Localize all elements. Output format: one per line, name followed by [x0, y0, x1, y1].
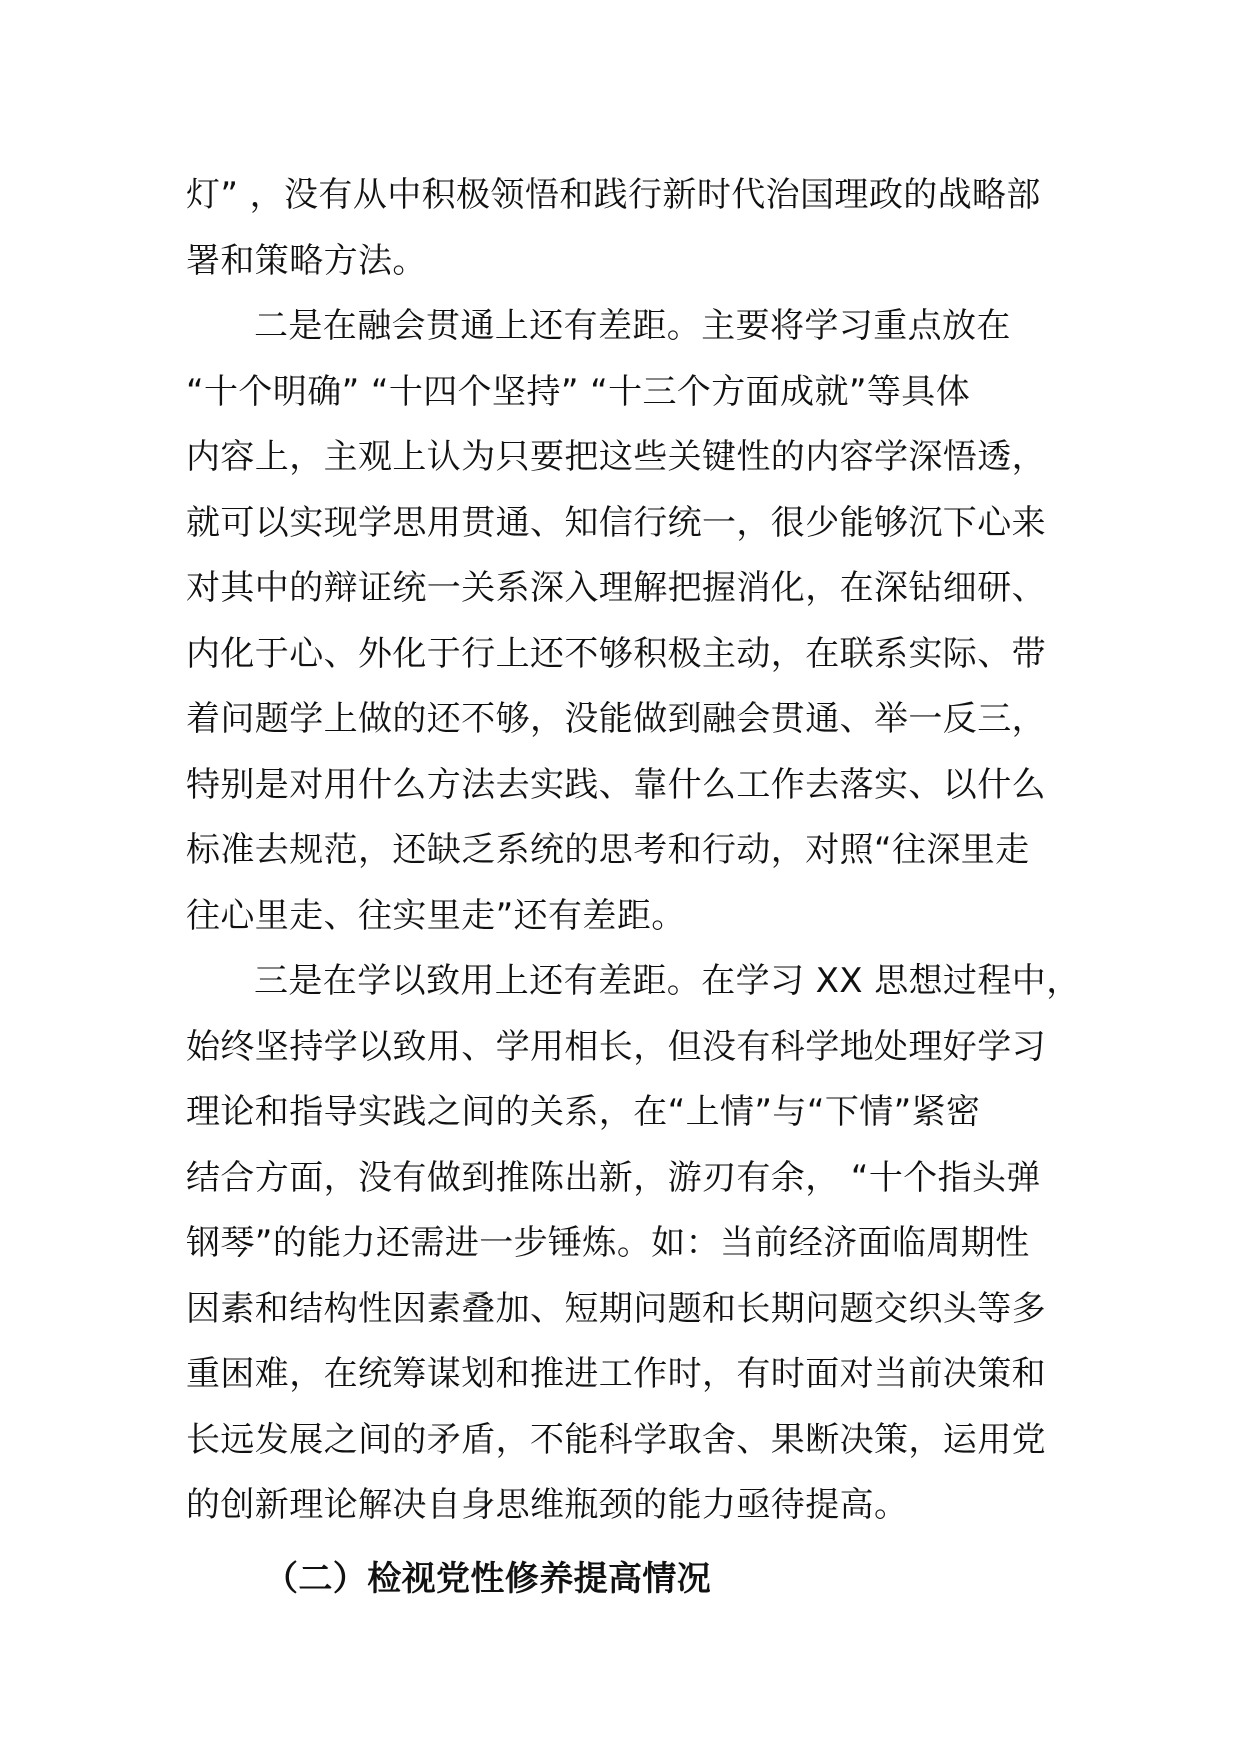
- text-line: 因素和结构性因素叠加、短期问题和长期问题交织头等多: [186, 1288, 1046, 1329]
- text-line: 就可以实现学思用贯通、知信行统一，很少能够沉下心来: [186, 502, 1046, 543]
- text-line: 标准去规范，还缺乏系统的思考和行动，对照“往深里走: [186, 830, 1030, 870]
- text-line: 灯” ，没有从中积极领悟和践行新时代治国理政的战略部: [186, 175, 1041, 215]
- text-line: 署和策略方法。: [186, 240, 427, 281]
- text-line: 内化于心、外化于行上还不够积极主动，在联系实际、带: [186, 633, 1046, 674]
- text-line: 的创新理论解决自身思维瓶颈的能力亟待提高。: [186, 1485, 909, 1525]
- text-line: 着问题学上做的还不够，没能做到融会贯通、举一反三，: [186, 699, 1046, 739]
- text-line: 重困难，在统筹谋划和推进工作时，有时面对当前决策和: [186, 1354, 1046, 1394]
- text-line: 往心里走、往实里走”还有差距。: [186, 895, 686, 936]
- text-line: 对其中的辩证统一关系深入理解把握消化，在深钻细研、: [186, 568, 1046, 608]
- text-line: 内容上，主观上认为只要把这些关键性的内容学深悟透，: [186, 437, 1046, 477]
- text-line: 长远发展之间的矛盾，不能科学取舍、果断决策，运用党: [186, 1419, 1046, 1460]
- text-line: 特别是对用什么方法去实践、靠什么工作去落实、以什么: [186, 764, 1046, 805]
- text-line: 钢琴”的能力还需进一步锤炼。如：当前经济面临周期性: [186, 1223, 1030, 1263]
- text-line: 理论和指导实践之间的关系，在“上情”与“下情”紧密: [186, 1092, 981, 1132]
- section-heading: （二）检视党性修养提高情况: [264, 1558, 712, 1599]
- paragraph-start-line: 二是在融会贯通上还有差距。主要将学习重点放在: [254, 306, 1011, 346]
- text-line: 始终坚持学以致用、学用相长，但没有科学地处理好学习: [186, 1026, 1046, 1067]
- text-line: “十个明确” “十四个坚持” “十三个方面成就”等具体: [186, 371, 971, 412]
- paragraph-start-line: 三是在学以致用上还有差距。在学习 XX 思想过程中，: [254, 961, 1081, 1001]
- document-body: [186, 163, 1081, 1612]
- text-line: 结合方面，没有做到推陈出新，游刃有余， “十个指头弹: [186, 1157, 1041, 1198]
